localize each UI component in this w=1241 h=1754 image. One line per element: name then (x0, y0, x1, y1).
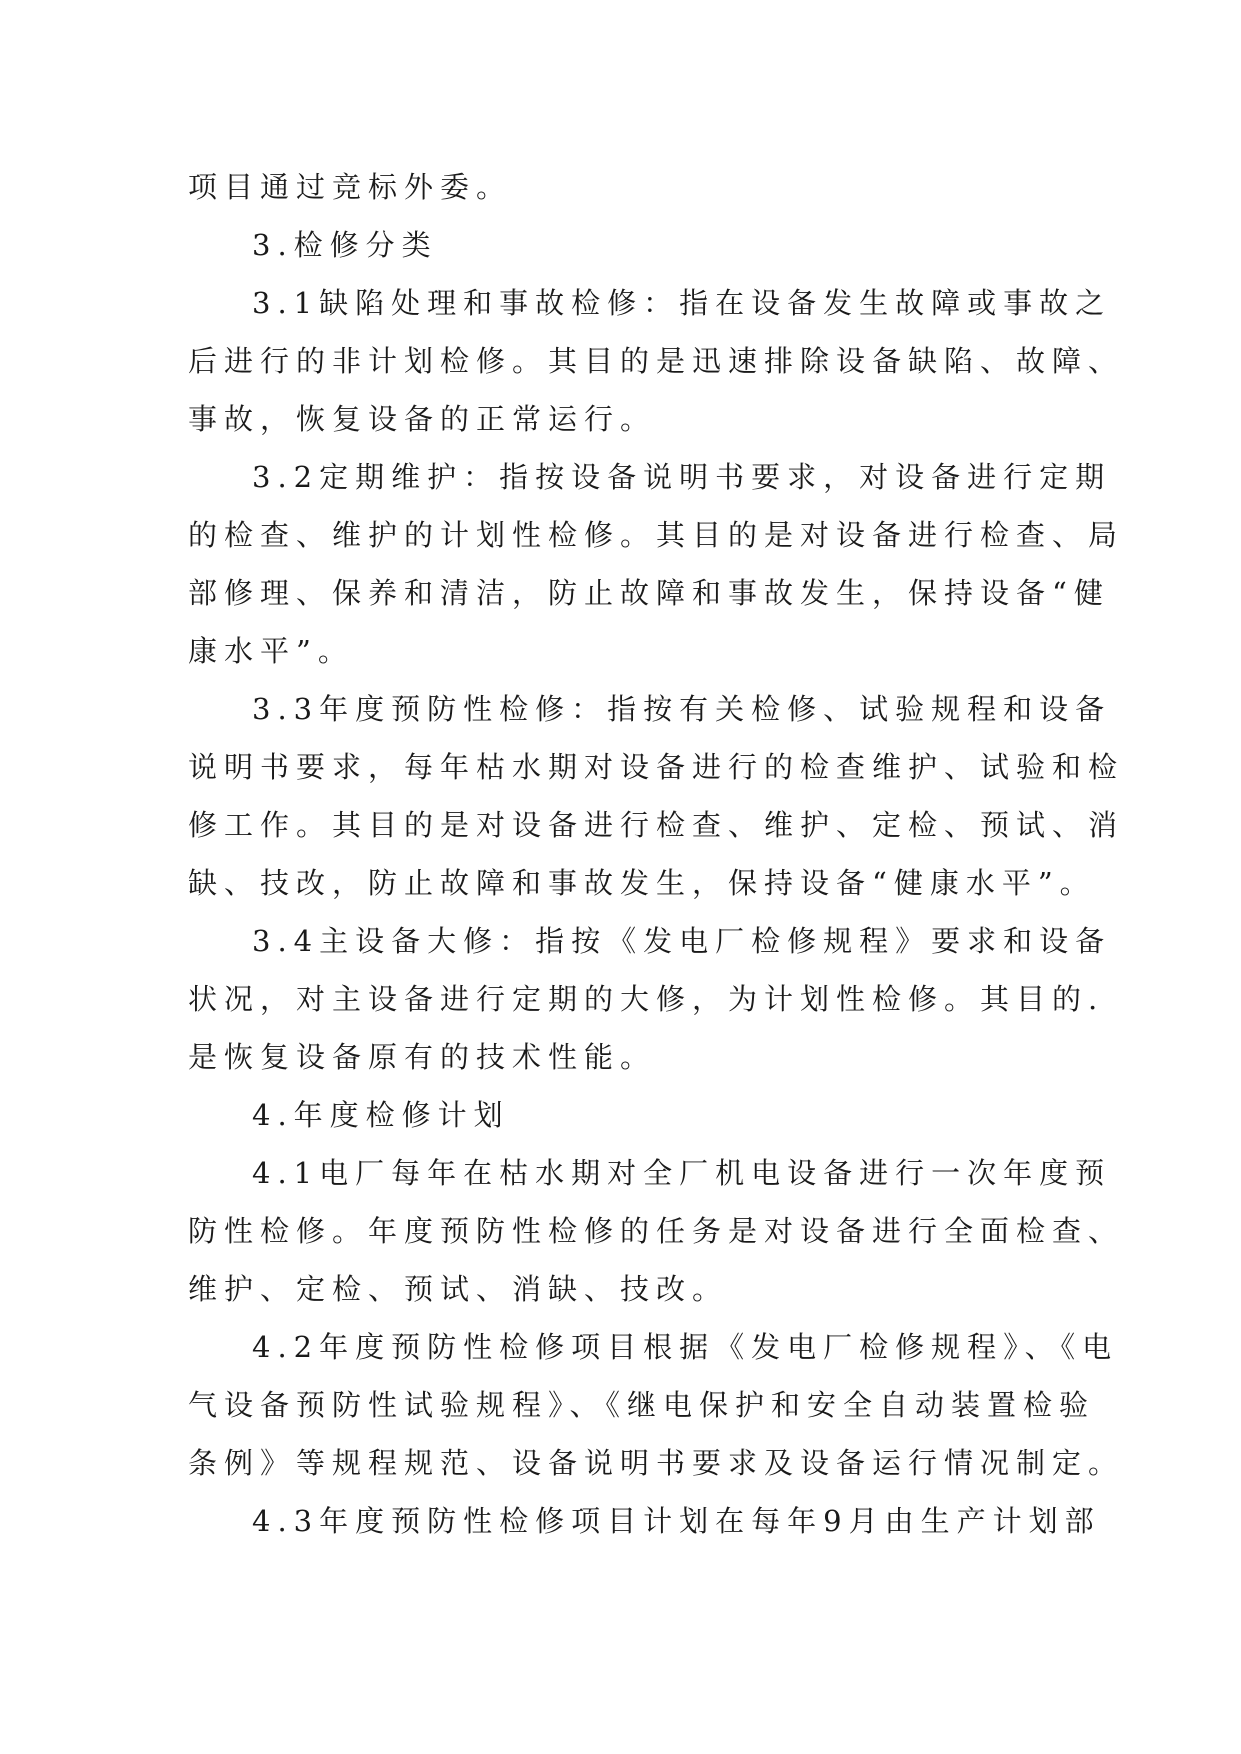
text-line-16: 是恢复设备原有的技术性能。 (188, 1040, 657, 1074)
text-line-14: 3.4主设备大修：指按《发电厂检修规程》要求和设备 (252, 924, 1112, 958)
text-line-9: 康水平”。 (188, 634, 354, 668)
text-line-3: 3.1缺陷处理和事故检修：指在设备发生故障或事故之 (252, 286, 1112, 320)
section-heading-4: 4.年度检修计划 (252, 1098, 510, 1132)
text-line-6: 3.2定期维护：指按设备说明书要求，对设备进行定期 (252, 460, 1112, 494)
text-line-22: 气设备预防性试验规程》、《继电保护和安全自动装置检验 (188, 1388, 1096, 1422)
text-line-13: 缺、技改，防止故障和事故发生，保持设备“健康水平”。 (188, 866, 1096, 900)
text-line-8: 部修理、保养和清洁，防止故障和事故发生，保持设备“健 (188, 576, 1110, 610)
section-heading-3: 3.检修分类 (252, 228, 438, 262)
text-line-20: 维护、定检、预试、消缺、技改。 (188, 1272, 729, 1306)
text-line-23: 条例》等规程规范、设备说明书要求及设备运行情况制定。 (188, 1446, 1125, 1480)
text-line-7: 的检查、维护的计划性检修。其目的是对设备进行检查、局 (188, 518, 1125, 552)
text-line-11: 说明书要求，每年枯水期对设备进行的检查维护、试验和检 (188, 750, 1125, 784)
text-line-18: 4.1电厂每年在枯水期对全厂机电设备进行一次年度预 (252, 1156, 1112, 1190)
text-line-12: 修工作。其目的是对设备进行检查、维护、定检、预试、消 (188, 808, 1125, 842)
text-line-21: 4.2年度预防性检修项目根据《发电厂检修规程》、《电 (252, 1330, 1119, 1364)
text-line-4: 后进行的非计划检修。其目的是迅速排除设备缺陷、故障、 (188, 344, 1125, 378)
text-line-15: 状况，对主设备进行定期的大修，为计划性检修。其目的. (188, 982, 1105, 1016)
text-line-10: 3.3年度预防性检修：指按有关检修、试验规程和设备 (252, 692, 1112, 726)
text-line-24: 4.3年度预防性检修项目计划在每年9月由生产计划部 (252, 1504, 1101, 1538)
text-line-19: 防性检修。年度预防性检修的任务是对设备进行全面检查、 (188, 1214, 1125, 1248)
document-body (188, 158, 1125, 1550)
text-line-5: 事故，恢复设备的正常运行。 (188, 402, 657, 436)
text-line-1: 项目通过竞标外委。 (188, 170, 513, 204)
